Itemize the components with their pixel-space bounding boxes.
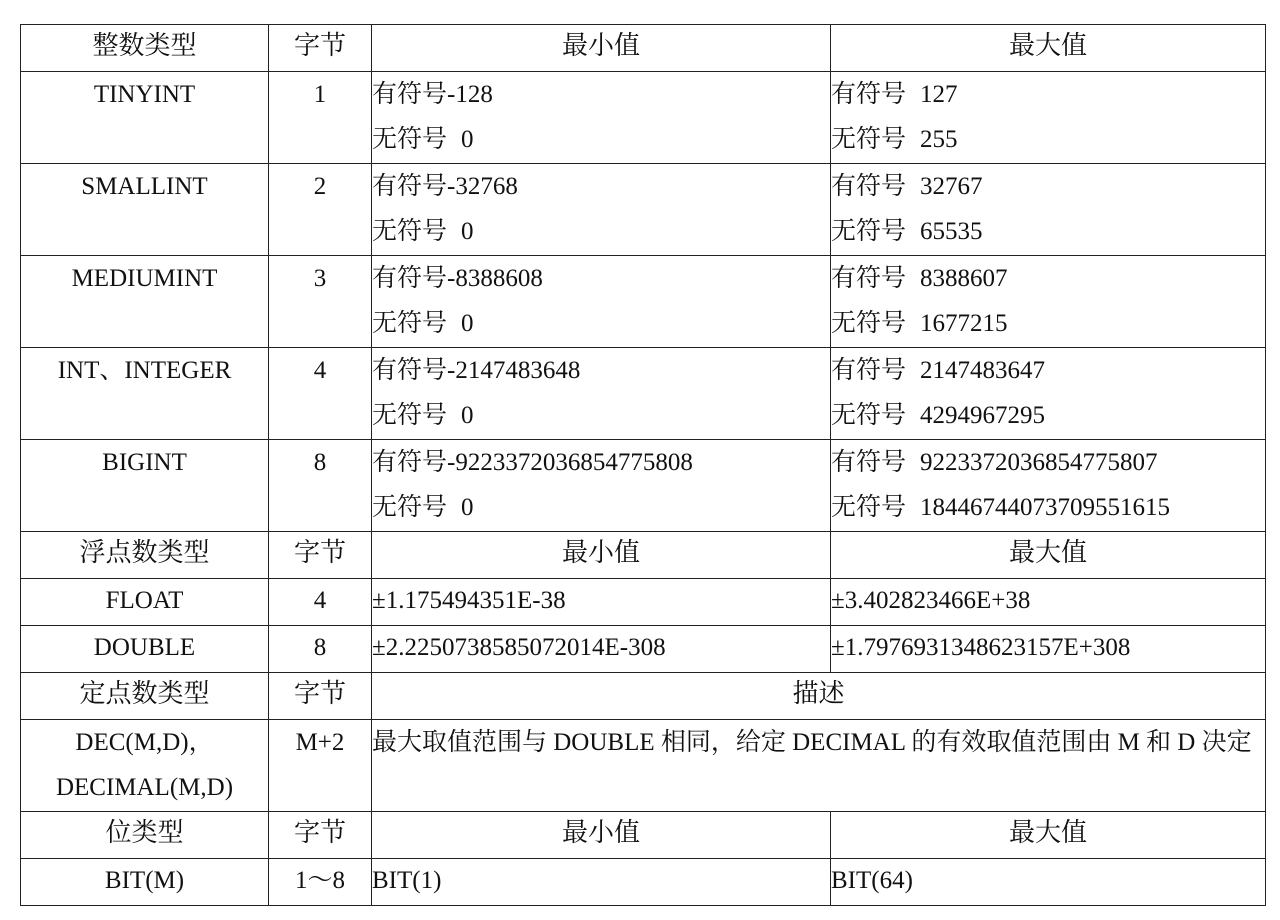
float-row-double	[21, 626, 1266, 673]
signed-label: 有符号	[372, 357, 448, 384]
header-bytes: 字节	[269, 532, 372, 579]
max-unsigned: 255	[920, 126, 958, 153]
header-fixed-type: 定点数类型	[21, 673, 269, 720]
integer-header-row	[21, 25, 1266, 72]
min-unsigned: 0	[461, 402, 474, 429]
fixed-header-row	[21, 673, 1266, 720]
min-value-cell	[372, 440, 831, 532]
type-name: BIGINT	[21, 440, 269, 532]
type-name: TINYINT	[21, 72, 269, 164]
header-max: 最大值	[831, 25, 1266, 72]
min-signed: -9223372036854775808	[447, 449, 693, 476]
max-signed: 32767	[920, 173, 983, 200]
signed-label: 有符号	[831, 357, 907, 384]
byte-count: 1～8	[269, 859, 372, 906]
min-value-cell	[372, 256, 831, 348]
header-min: 最小值	[372, 25, 831, 72]
max-value: ±1.7976931348623157E+308	[831, 626, 1266, 673]
max-value: ±3.402823466E+38	[831, 579, 1266, 626]
bit-row	[21, 859, 1266, 906]
type-name: MEDIUMINT	[21, 256, 269, 348]
max-signed: 2147483647	[920, 357, 1046, 384]
description: 最大取值范围与 DOUBLE 相同，给定 DECIMAL 的有效取值范围由 M 和 D 决定	[372, 720, 1266, 812]
max-signed: 8388607	[920, 265, 1008, 292]
header-bytes: 字节	[269, 812, 372, 859]
header-integer-type: 整数类型	[21, 25, 269, 72]
signed-label: 有符号	[831, 81, 907, 108]
max-value-cell	[831, 164, 1266, 256]
unsigned-label: 无符号	[372, 126, 448, 153]
max-unsigned: 1677215	[920, 310, 1008, 337]
min-value: ±2.2250738585072014E-308	[372, 626, 831, 673]
header-bit-type: 位类型	[21, 812, 269, 859]
header-float-type: 浮点数类型	[21, 532, 269, 579]
byte-count: 8	[269, 440, 372, 532]
min-unsigned: 0	[461, 310, 474, 337]
signed-label: 有符号	[372, 81, 448, 108]
min-signed: -128	[447, 81, 493, 108]
min-unsigned: 0	[461, 218, 474, 245]
integer-row-smallint	[21, 164, 1266, 256]
type-name-line1: DEC(M,D)，	[75, 729, 214, 756]
min-unsigned: 0	[461, 126, 474, 153]
max-signed: 9223372036854775807	[920, 449, 1158, 476]
min-signed: -32768	[447, 173, 518, 200]
signed-label: 有符号	[372, 449, 448, 476]
bit-header-row	[21, 812, 1266, 859]
fixed-row-decimal	[21, 720, 1266, 812]
signed-label: 有符号	[372, 173, 448, 200]
min-value: BIT(1)	[372, 859, 831, 906]
min-value-cell	[372, 164, 831, 256]
byte-count: 4	[269, 579, 372, 626]
max-unsigned: 65535	[920, 218, 983, 245]
min-value-cell	[372, 72, 831, 164]
min-signed: -2147483648	[447, 357, 581, 384]
integer-row-tinyint	[21, 72, 1266, 164]
max-value-cell	[831, 348, 1266, 440]
max-value-cell	[831, 256, 1266, 348]
header-min: 最小值	[372, 532, 831, 579]
unsigned-label: 无符号	[831, 310, 907, 337]
signed-label: 有符号	[831, 173, 907, 200]
min-value: ±1.175494351E-38	[372, 579, 831, 626]
float-row-float	[21, 579, 1266, 626]
float-header-row	[21, 532, 1266, 579]
type-name: DOUBLE	[21, 626, 269, 673]
signed-label: 有符号	[372, 265, 448, 292]
type-name-line2: DECIMAL(M,D)	[55, 774, 234, 801]
min-unsigned: 0	[461, 494, 474, 521]
byte-count: 1	[269, 72, 372, 164]
unsigned-label: 无符号	[372, 218, 448, 245]
unsigned-label: 无符号	[831, 494, 907, 521]
type-name-cell	[21, 720, 269, 812]
max-unsigned: 4294967295	[920, 402, 1046, 429]
unsigned-label: 无符号	[831, 402, 907, 429]
type-name: BIT(M)	[21, 859, 269, 906]
header-max: 最大值	[831, 532, 1266, 579]
type-name: FLOAT	[21, 579, 269, 626]
header-min: 最小值	[372, 812, 831, 859]
integer-row-bigint	[21, 440, 1266, 532]
unsigned-label: 无符号	[372, 494, 448, 521]
header-description: 描述	[372, 673, 1266, 720]
signed-label: 有符号	[831, 265, 907, 292]
max-signed: 127	[920, 81, 958, 108]
unsigned-label: 无符号	[831, 218, 907, 245]
type-name: SMALLINT	[21, 164, 269, 256]
byte-count: 8	[269, 626, 372, 673]
mysql-numeric-types-table	[20, 24, 1266, 906]
min-value-cell	[372, 348, 831, 440]
byte-count: 3	[269, 256, 372, 348]
type-name: INT、INTEGER	[21, 348, 269, 440]
header-bytes: 字节	[269, 673, 372, 720]
byte-count: 4	[269, 348, 372, 440]
unsigned-label: 无符号	[372, 310, 448, 337]
integer-row-mediumint	[21, 256, 1266, 348]
min-signed: -8388608	[447, 265, 543, 292]
unsigned-label: 无符号	[831, 126, 907, 153]
header-bytes: 字节	[269, 25, 372, 72]
max-unsigned: 18446744073709551615	[920, 494, 1171, 521]
max-value-cell	[831, 440, 1266, 532]
byte-count: 2	[269, 164, 372, 256]
byte-count: M+2	[269, 720, 372, 812]
max-value: BIT(64)	[831, 859, 1266, 906]
signed-label: 有符号	[831, 449, 907, 476]
unsigned-label: 无符号	[372, 402, 448, 429]
integer-row-int	[21, 348, 1266, 440]
max-value-cell	[831, 72, 1266, 164]
header-max: 最大值	[831, 812, 1266, 859]
